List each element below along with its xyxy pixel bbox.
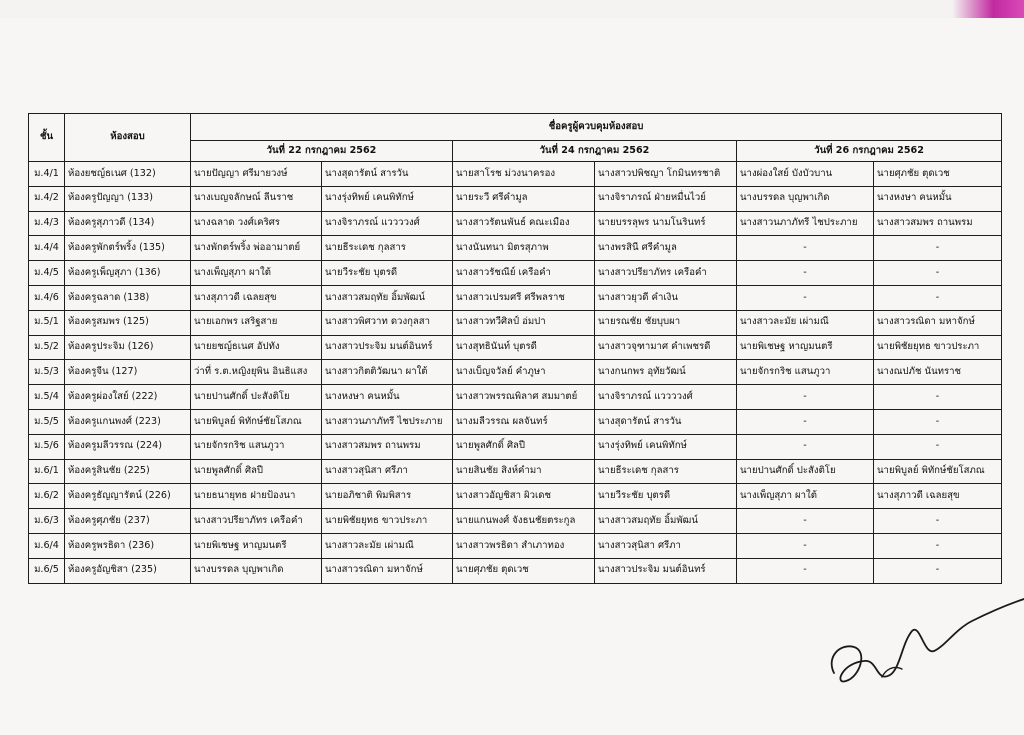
cell-d22-a: นางเพ็ญสุภา ผาใต้: [191, 261, 322, 286]
cell-level: ม.5/1: [29, 310, 65, 335]
table-row: [29, 459, 1002, 484]
cell-d24-a: นายศุภชัย ตุดเวช: [453, 558, 595, 583]
cell-room: ห้องครูอัญชิสา (235): [65, 558, 191, 583]
cell-d22-a: นางสาวปรียาภัทร เครือคำ: [191, 509, 322, 534]
cell-d24-b: นางสาวปรียาภัทร เครือคำ: [595, 261, 737, 286]
cell-d24-a: นางมลีวรรณ ผลจันทร์: [453, 409, 595, 434]
cell-d24-b: นายวีระชัย บุตรดี: [595, 484, 737, 509]
table-row: [29, 533, 1002, 558]
cell-d22-a: นายพิเชษฐ หาญมนตรี: [191, 533, 322, 558]
table-row: [29, 261, 1002, 286]
cell-d24-a: นายแกนพงศ์ จังธนชัยตระกูล: [453, 509, 595, 534]
cell-d22-a: นางเบญจลักษณ์ ลีนราช: [191, 186, 322, 211]
table-body: [29, 162, 1002, 584]
cell-d22-a: นางฉลาด วงศ์เคริศร: [191, 211, 322, 236]
cell-d24-b: นางสาวยุวดี คำเงิน: [595, 285, 737, 310]
cell-d22-b: นางสาวสมพร ถานพรม: [322, 434, 453, 459]
cell-level: ม.4/3: [29, 211, 65, 236]
cell-d24-a: นางเบ็ญจวัลย์ คำภูษา: [453, 360, 595, 385]
cell-d24-a: นางสาวรัชณีย์ เครือคำ: [453, 261, 595, 286]
cell-d26-b: -: [874, 533, 1002, 558]
cell-level: ม.6/5: [29, 558, 65, 583]
table-row: [29, 509, 1002, 534]
cell-room: ห้องครูสินชัย (225): [65, 459, 191, 484]
cell-d22-b: นางสาวประจิม มนต์อินทร์: [322, 335, 453, 360]
cell-d22-a: นายยชญ์ธเนศ อัปทัง: [191, 335, 322, 360]
cell-d26-b: -: [874, 285, 1002, 310]
cell-d22-a: นางพักตร์พริ้ง พ่ออามาตย์: [191, 236, 322, 261]
cell-d22-b: นางสาวพิศวาท ดวงกุลสา: [322, 310, 453, 335]
cell-level: ม.6/4: [29, 533, 65, 558]
cell-d24-a: นางนันทนา มิตรสุภาพ: [453, 236, 595, 261]
cell-level: ม.5/3: [29, 360, 65, 385]
cell-d26-a: -: [737, 261, 874, 286]
cell-d26-a: นางสาวนภาภัทรี ไชประภาย: [737, 211, 874, 236]
cell-d24-a: นางสาวทวีศิลป์ อ่มปา: [453, 310, 595, 335]
cell-d24-a: นายสินชัย สิงห์คำมา: [453, 459, 595, 484]
cell-d22-a: นายพิบูลย์ พิทักษ์ชัยโสภณ: [191, 409, 322, 434]
cell-room: ห้องครูจีน (127): [65, 360, 191, 385]
cell-d26-b: นางหงษา คนหมั้น: [874, 186, 1002, 211]
cell-d26-a: -: [737, 285, 874, 310]
cell-room: ห้องครูฉลาด (138): [65, 285, 191, 310]
cell-d26-a: -: [737, 385, 874, 410]
cell-level: ม.6/2: [29, 484, 65, 509]
table-row: [29, 186, 1002, 211]
cell-d24-b: นายธีระเดช กุลสาร: [595, 459, 737, 484]
cell-d22-b: นางจิราภรณ์ แววววงศ์: [322, 211, 453, 236]
cell-level: ม.5/4: [29, 385, 65, 410]
cell-d24-b: นางสาวสุนิสา ศรีภา: [595, 533, 737, 558]
cell-d24-b: นางกนกพร อุทัยวัฒน์: [595, 360, 737, 385]
cell-d26-a: -: [737, 434, 874, 459]
cell-d24-b: นายบรรลุพร นามโนรินทร์: [595, 211, 737, 236]
cell-d26-a: -: [737, 558, 874, 583]
cell-level: ม.5/5: [29, 409, 65, 434]
cell-d26-b: นางณปภัช นันทราช: [874, 360, 1002, 385]
cell-d24-b: นางสาวปพิชญา โกมินทรชาติ: [595, 162, 737, 187]
date-header-26: วันที่ 26 กรกฎาคม 2562: [737, 141, 1002, 162]
cell-d26-a: -: [737, 533, 874, 558]
table-row: [29, 484, 1002, 509]
cell-room: ห้องครูสุภาวดี (134): [65, 211, 191, 236]
cell-d26-a: นางเพ็ญสุภา ผาใต้: [737, 484, 874, 509]
table-row: [29, 409, 1002, 434]
cell-d22-a: นางบรรดล บุญพาเกิด: [191, 558, 322, 583]
cell-d24-a: นายระวี ศรีคำมูล: [453, 186, 595, 211]
cell-d26-b: นายพิชัยยุทธ ขาวประภา: [874, 335, 1002, 360]
cell-d24-b: นางสุดารัตน์ สารวัน: [595, 409, 737, 434]
cell-d22-b: นางรุ่งทิพย์ เคนพิทักษ์: [322, 186, 453, 211]
cell-level: ม.5/6: [29, 434, 65, 459]
date-header-24: วันที่ 24 กรกฎาคม 2562: [453, 141, 737, 162]
cell-d24-b: นางรุ่งทิพย์ เคนพิทักษ์: [595, 434, 737, 459]
cell-level: ม.6/1: [29, 459, 65, 484]
cell-d26-a: นางบรรดล บุญพาเกิด: [737, 186, 874, 211]
cell-room: ห้องครูแกนพงศ์ (223): [65, 409, 191, 434]
cell-level: ม.4/5: [29, 261, 65, 286]
cell-d22-a: นายจักรกริช แสนภูวา: [191, 434, 322, 459]
cell-d26-b: นางสาวรณิดา มหาจักษ์: [874, 310, 1002, 335]
cell-d26-b: -: [874, 509, 1002, 534]
paper-edge-background: [0, 0, 1024, 20]
cell-d26-b: นางสาวสมพร ถานพรม: [874, 211, 1002, 236]
cell-room: ห้องครูศุภชัย (237): [65, 509, 191, 534]
cell-room: ห้องครูสมพร (125): [65, 310, 191, 335]
proctors-header: ชื่อครูผู้ควบคุมห้องสอบ: [191, 114, 1002, 141]
cell-d22-b: นางสาวนภาภัทรี ไชประภาย: [322, 409, 453, 434]
cell-d22-b: นายพิชัยยุทธ ขาวประภา: [322, 509, 453, 534]
signature-scribble: [820, 585, 1024, 705]
table-row: [29, 285, 1002, 310]
cell-d26-b: นายพิบูลย์ พิทักษ์ชัยโสภณ: [874, 459, 1002, 484]
cell-d26-b: นายศุภชัย ตุดเวช: [874, 162, 1002, 187]
cell-d22-b: นายวีระชัย บุตรดี: [322, 261, 453, 286]
cell-d24-a: นางสาวรัตนพันธ์ คณะเมือง: [453, 211, 595, 236]
cell-d24-a: นายสาโรช ม่วงนาครอง: [453, 162, 595, 187]
cell-d24-b: นางสาวสมฤทัย อิ้มพัฒน์: [595, 509, 737, 534]
cell-d22-a: นายปัญญา ศรีมายวงษ์: [191, 162, 322, 187]
cell-d22-a: นายธนายุทธ ฝายป้องนา: [191, 484, 322, 509]
cell-room: ห้องครูผ่องใสย์ (222): [65, 385, 191, 410]
cell-d26-a: นายจักรกริช แสนภูวา: [737, 360, 874, 385]
level-header: ชั้น: [29, 114, 65, 162]
cell-d22-a: นายเอกพร เสริฐสาย: [191, 310, 322, 335]
cell-d22-a: นายปานศักดิ์ ปะสังติโย: [191, 385, 322, 410]
cell-d26-a: -: [737, 409, 874, 434]
cell-d26-b: นางสุภาวดี เฉลยสุข: [874, 484, 1002, 509]
cell-level: ม.4/2: [29, 186, 65, 211]
cell-d24-a: นางสุทธินันท์ บุตรดี: [453, 335, 595, 360]
cell-room: ห้องครูประจิม (126): [65, 335, 191, 360]
cell-room: ห้องครูธัญญารัตน์ (226): [65, 484, 191, 509]
table-row: [29, 211, 1002, 236]
table-row: [29, 385, 1002, 410]
cell-d26-b: -: [874, 434, 1002, 459]
cell-d26-a: นายพิเชษฐ หาญมนตรี: [737, 335, 874, 360]
cell-d26-b: -: [874, 261, 1002, 286]
cell-d24-a: นางสาวอัญชิสา ผิวเดช: [453, 484, 595, 509]
cell-d24-b: นางพรสินี ศรีคำมูล: [595, 236, 737, 261]
table-row: [29, 310, 1002, 335]
cell-d26-b: -: [874, 236, 1002, 261]
cell-d26-b: -: [874, 409, 1002, 434]
cell-level: ม.5/2: [29, 335, 65, 360]
cell-d26-a: -: [737, 509, 874, 534]
cell-d22-b: นางสาวสุนิสา ศรีภา: [322, 459, 453, 484]
cell-room: ห้องครูพรธิดา (236): [65, 533, 191, 558]
exam-proctor-table: [28, 113, 1002, 584]
cell-d24-a: นายพูลศักดิ์ ศิลปี: [453, 434, 595, 459]
cell-d22-b: นายอภิชาติ พิมพิสาร: [322, 484, 453, 509]
cell-d22-b: นางสาวละมัย เผ่ามณี: [322, 533, 453, 558]
cell-d22-a: ว่าที่ ร.ต.หญิงยุพิน อินธิแสง: [191, 360, 322, 385]
cell-d22-b: นางสาวสมฤทัย อิ้มพัฒน์: [322, 285, 453, 310]
table-row: [29, 162, 1002, 187]
table-row: [29, 236, 1002, 261]
cell-room: ห้องครูพักตร์พริ้ง (135): [65, 236, 191, 261]
cell-d22-a: นางสุภาวดี เฉลยสุข: [191, 285, 322, 310]
cell-d24-b: นางสาวประจิม มนต์อินทร์: [595, 558, 737, 583]
cell-room: ห้องยชญ์ธเนศ (132): [65, 162, 191, 187]
cell-room: ห้องครูมลีวรรณ (224): [65, 434, 191, 459]
cell-d24-a: นางสาวเปรมศรี ศรีพลราช: [453, 285, 595, 310]
cell-d24-a: นางสาวพรรณพิลาศ สมมาตย์: [453, 385, 595, 410]
cell-d22-b: นายธีระเดช กุลสาร: [322, 236, 453, 261]
cell-d22-b: นางสาวกิตติวัฒนา ผาใต้: [322, 360, 453, 385]
cell-d26-a: -: [737, 236, 874, 261]
table-row: [29, 558, 1002, 583]
date-header-22: วันที่ 22 กรกฎาคม 2562: [191, 141, 453, 162]
cell-d22-b: นางหงษา คนหมั้น: [322, 385, 453, 410]
cell-level: ม.4/1: [29, 162, 65, 187]
cell-d22-a: นายพูลศักดิ์ ศิลปี: [191, 459, 322, 484]
cell-d22-b: นางสาวรณิดา มหาจักษ์: [322, 558, 453, 583]
cell-d24-a: นางสาวพรธิดา สำเภาทอง: [453, 533, 595, 558]
cell-d26-a: นายปานศักดิ์ ปะสังติโย: [737, 459, 874, 484]
room-header: ห้องสอบ: [65, 114, 191, 162]
cell-level: ม.4/6: [29, 285, 65, 310]
cell-d24-b: นางจิราภรณ์ แววววงศ์: [595, 385, 737, 410]
table-row: [29, 434, 1002, 459]
cell-d24-b: นางจิราภรณ์ ฝ่ายหมื่นไวย์: [595, 186, 737, 211]
cell-room: ห้องครูปัญญา (133): [65, 186, 191, 211]
cell-d26-b: -: [874, 385, 1002, 410]
cell-d26-b: -: [874, 558, 1002, 583]
cell-d26-a: นางผ่องใสย์ บังบัวบาน: [737, 162, 874, 187]
cell-d26-a: นางสาวละมัย เผ่ามณี: [737, 310, 874, 335]
table-row: [29, 335, 1002, 360]
cell-level: ม.4/4: [29, 236, 65, 261]
cell-level: ม.6/3: [29, 509, 65, 534]
cell-d24-b: นายรณชัย ชัยบุบผา: [595, 310, 737, 335]
table-row: [29, 360, 1002, 385]
cell-d22-b: นางสุดารัตน์ สารวัน: [322, 162, 453, 187]
cell-room: ห้องครูเพ็ญสุภา (136): [65, 261, 191, 286]
cell-d24-b: นางสาวจุฑามาศ คำเพชรดี: [595, 335, 737, 360]
